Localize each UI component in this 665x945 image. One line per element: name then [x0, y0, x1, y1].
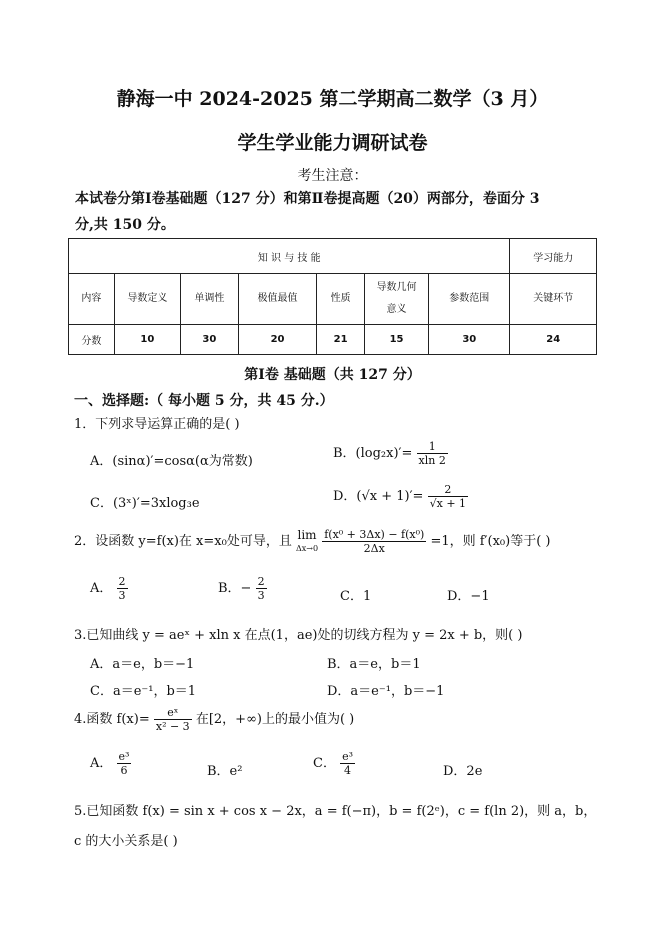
q4-c-den: 4 — [344, 764, 352, 777]
col-name-4: 性质 — [317, 274, 365, 325]
q2-a-den: 3 — [118, 589, 126, 602]
q4-c-prefix: C． — [313, 756, 336, 771]
q3-option-c: C．a＝e⁻¹，b＝1 — [90, 684, 197, 699]
q4-stem-a: 4.函数 f(x)= — [74, 712, 150, 727]
col-name-3: 极值最值 — [238, 274, 316, 325]
q4-option-d: D．2e — [443, 764, 483, 779]
q2-option-b — [218, 575, 267, 602]
q4-stem-b: 在[2，+∞)上的最小值为( ) — [195, 712, 355, 727]
q4-f-num: eˣ — [154, 706, 192, 720]
col-score-2: 30 — [180, 325, 238, 355]
q4-option-a — [90, 750, 131, 777]
col-name-2: 单调性 — [180, 274, 238, 325]
q1-b-den: xln 2 — [418, 454, 446, 467]
q3-option-d: D．a＝e⁻¹，b＝−1 — [327, 684, 445, 699]
q4-a-fraction — [117, 750, 132, 777]
q1-b-prefix: B．(log₂x)′= — [333, 446, 413, 461]
col-name-7: 关键环节 — [510, 274, 597, 325]
q2-a-prefix: A． — [90, 581, 113, 596]
q4-a-num: e³ — [118, 750, 130, 763]
q1-d-den: √x + 1 — [429, 497, 467, 510]
score-table — [68, 238, 597, 355]
q3-option-b: B．a＝e，b＝1 — [327, 657, 421, 672]
q1-d-fraction — [428, 483, 468, 510]
q2-stem-a: 2．设函数 y=f(x)在 x=x₀处可导，且 — [74, 534, 292, 549]
q2-frac-den: 2Δx — [363, 542, 385, 555]
intro-line-1: 本试卷分第Ⅰ卷基础题（127 分）和第Ⅱ卷提高题（20）两部分，卷面分 3 — [75, 191, 540, 207]
col-name-6: 参数范围 — [429, 274, 510, 325]
q5-stem-line1: 5.已知函数 f(x) = sin x + cos x − 2x，a = f(−π)，b = f(2ᵉ)，c = f(ln 2)，则 a，b， — [74, 804, 597, 819]
q4-a-prefix: A． — [90, 756, 113, 771]
col-score-3: 20 — [238, 325, 316, 355]
q4-a-den: 6 — [120, 764, 128, 777]
col-score-6: 30 — [429, 325, 510, 355]
q4-f-fraction — [154, 706, 192, 733]
q2-a-num: 2 — [118, 575, 126, 588]
q2-stem-b: =1，则 f′(x₀)等于( ) — [430, 534, 551, 549]
q2-b-prefix: B．− — [218, 581, 252, 596]
q2-option-d: D．−1 — [447, 589, 490, 604]
score-label: 分数 — [69, 325, 115, 355]
col-name-5-line1: 导数几何 — [376, 282, 417, 293]
content-label: 内容 — [69, 274, 115, 325]
q2-option-a — [90, 575, 128, 602]
q1-option-d — [333, 483, 468, 510]
exam-title: 静海一中 2024-2025 第二学期高二数学（3 月） — [116, 88, 549, 110]
learning-ability-header: 学习能力 — [510, 239, 597, 274]
q1-option-a: A．(sinα)′=cosα(α为常数) — [90, 454, 253, 469]
q4-option-c — [313, 750, 355, 777]
col-score-1: 10 — [114, 325, 180, 355]
q2-limit — [296, 529, 318, 555]
q1-stem: 1．下列求导运算正确的是( ) — [74, 417, 240, 432]
q3-stem: 3.已知曲线 y = aeˣ + xln x 在点(1，ae)处的切线方程为 y = 2x + b，则( ) — [74, 628, 523, 643]
q3-option-a: A．a＝e，b＝−1 — [90, 657, 195, 672]
candidate-notice: 考生注意： — [297, 168, 368, 184]
q4-option-b: B．e² — [207, 764, 243, 779]
col-name-5-line2: 意义 — [386, 304, 407, 315]
q4-c-num: e³ — [342, 750, 354, 763]
q2-b-num: 2 — [257, 575, 265, 588]
knowledge-skill-header: 知 识 与 技 能 — [69, 239, 510, 274]
col-score-5: 15 — [365, 325, 429, 355]
exam-intro — [75, 186, 595, 238]
col-score-4: 21 — [317, 325, 365, 355]
q2-stem — [74, 528, 594, 555]
col-name-5 — [365, 274, 429, 325]
q2-b-den: 3 — [257, 589, 265, 602]
intro-line-2: 分,共 150 分。 — [75, 217, 175, 233]
q1-option-c: C．(3ˣ)′=3xlog₃e — [90, 496, 200, 511]
q2-b-fraction — [256, 575, 267, 602]
q1-b-fraction — [417, 440, 448, 467]
section1-title: 一、选择题:（ 每小题 5 分，共 45 分.） — [74, 393, 334, 409]
col-name-1: 导数定义 — [114, 274, 180, 325]
q1-b-num: 1 — [417, 440, 448, 454]
exam-subtitle: 学生学业能力调研试卷 — [237, 132, 428, 154]
q2-a-fraction — [117, 575, 128, 602]
q2-lim-sub: Δx→0 — [295, 543, 319, 553]
part1-title: 第Ⅰ卷 基础题（共 127 分） — [244, 367, 421, 383]
q2-lim: lim — [297, 527, 317, 542]
q4-c-fraction — [340, 750, 355, 777]
q1-option-b — [333, 440, 448, 467]
q1-d-num: 2 — [428, 483, 468, 497]
q4-f-den: x² − 3 — [155, 720, 190, 733]
col-score-7: 24 — [510, 325, 597, 355]
q2-frac-num: f(x⁰ + 3Δx) − f(x⁰) — [324, 528, 425, 541]
q5-stem-line2: c 的大小关系是( ) — [74, 834, 178, 849]
q4-stem — [74, 706, 354, 733]
q2-option-c: C．1 — [340, 589, 372, 604]
q2-fraction — [322, 528, 426, 555]
q1-d-prefix: D．(√x + 1)′= — [333, 489, 424, 504]
